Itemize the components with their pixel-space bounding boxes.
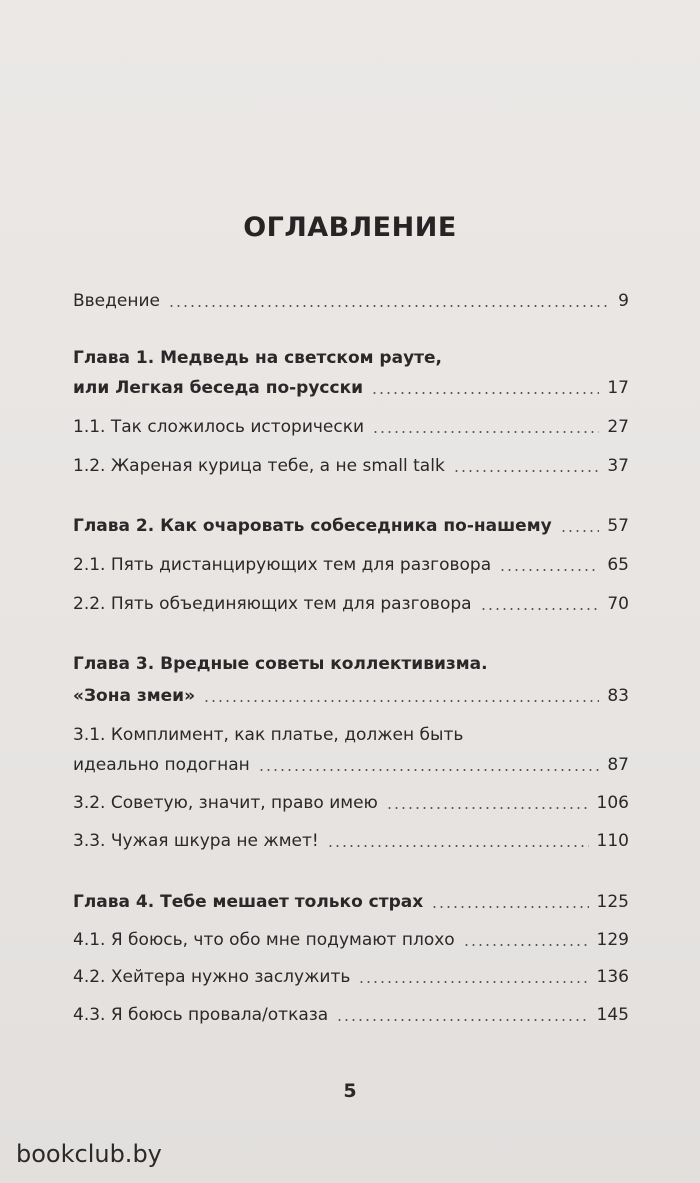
dot-leader	[168, 305, 610, 307]
toc-entry-4-2	[73, 967, 629, 987]
toc-entry-3-1	[73, 755, 629, 775]
dot-leader	[453, 470, 600, 472]
dot-leader	[258, 769, 600, 771]
toc-entry-label: 3.3. Чужая шкура не жмет!	[73, 831, 319, 851]
toc-entry-page: 65	[607, 555, 629, 575]
toc-entry-page: 110	[596, 831, 629, 851]
toc-entry-page: 136	[596, 967, 629, 987]
toc-entry-chapter-1	[73, 378, 629, 398]
toc-entry-label: Введение	[73, 291, 160, 311]
dot-leader	[499, 569, 599, 571]
dot-leader	[431, 906, 588, 908]
toc-entry-page: 145	[596, 1005, 629, 1025]
dot-leader	[386, 807, 589, 809]
toc-entry-3-1-line1: 3.1. Комплимент, как платье, должен быть	[73, 725, 464, 745]
dot-leader	[560, 530, 600, 532]
chapter-3-title-line2: «Зона змеи»	[73, 686, 196, 706]
toc-entry-1-2	[73, 456, 629, 476]
toc-entry-chapter-2	[73, 516, 629, 536]
toc-entry-page: 27	[607, 417, 629, 437]
page-number: 5	[343, 1080, 357, 1102]
toc-entry-label: 2.2. Пять объединяющих тем для разговора	[73, 594, 472, 614]
dot-leader	[336, 1019, 588, 1021]
chapter-1-title-line2: или Легкая беседа по-русски	[73, 378, 364, 398]
chapter-4-title: Глава 4. Тебе мешает только страх	[73, 892, 424, 912]
chapter-3-title-line1: Глава 3. Вредные советы коллективизма.	[73, 654, 488, 674]
dot-leader	[371, 392, 599, 394]
toc-entry-label: 4.2. Хейтера нужно заслужить	[73, 967, 351, 987]
toc-entry-1-1	[73, 417, 629, 437]
toc-entry-label: 2.1. Пять дистанцирующих тем для разговора	[73, 555, 492, 575]
watermark: bookclub.by	[16, 1140, 162, 1168]
toc-entry-label: 1.1. Так сложилось исторически	[73, 417, 365, 437]
toc-entry-label: 4.3. Я боюсь провала/отказа	[73, 1005, 329, 1025]
toc-entry-page: 125	[596, 892, 629, 912]
toc-entry-intro	[73, 291, 629, 311]
toc-entry-page: 17	[607, 378, 629, 398]
toc-entry-3-3	[73, 831, 629, 851]
toc-entry-chapter-3	[73, 686, 629, 706]
toc-entry-page: 87	[607, 755, 629, 775]
toc-entry-2-1	[73, 555, 629, 575]
chapter-2-title: Глава 2. Как очаровать собеседника по-нашему	[73, 516, 552, 536]
toc-entry-chapter-4	[73, 892, 629, 912]
toc-entry-page: 57	[607, 516, 629, 536]
toc-entry-label: 3.2. Советую, значит, право имею	[73, 793, 378, 813]
dot-leader	[203, 700, 599, 702]
toc-entry-page: 106	[596, 793, 629, 813]
chapter-1-title-line1: Глава 1. Медведь на светском рауте,	[73, 348, 442, 368]
toc-entry-label: 4.1. Я боюсь, что обо мне подумают плохо	[73, 930, 455, 950]
dot-leader	[327, 845, 589, 847]
toc-entry-label: идеально подогнан	[73, 755, 250, 775]
toc-entry-page: 37	[607, 456, 629, 476]
toc-title: ОГЛАВЛЕНИЕ	[243, 212, 457, 243]
toc-entry-page: 129	[596, 930, 629, 950]
toc-entry-page: 70	[607, 594, 629, 614]
toc-entry-3-2	[73, 793, 629, 813]
dot-leader	[358, 981, 588, 983]
toc-entry-page: 9	[618, 291, 629, 311]
toc-entry-4-1	[73, 930, 629, 950]
toc-entry-2-2	[73, 594, 629, 614]
dot-leader	[480, 608, 600, 610]
dot-leader	[372, 431, 599, 433]
toc-entry-4-3	[73, 1005, 629, 1025]
toc-entry-page: 83	[607, 686, 629, 706]
toc-entry-label: 1.2. Жареная курица тебе, а не small talk	[73, 456, 445, 476]
dot-leader	[463, 944, 589, 946]
